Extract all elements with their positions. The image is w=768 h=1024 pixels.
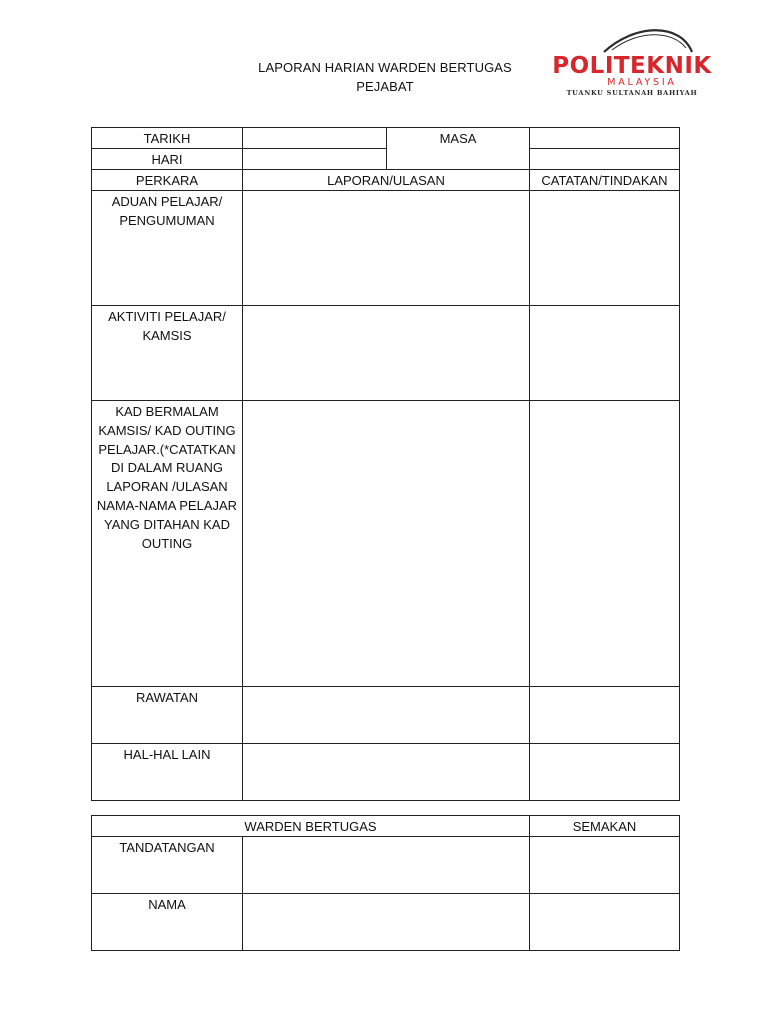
time-field-extra bbox=[530, 149, 680, 170]
logo-campus: TUANKU SULTANAH BAHIYAH bbox=[566, 89, 698, 97]
check-name-field bbox=[530, 894, 680, 951]
date-label: TARIKH bbox=[92, 128, 243, 149]
signature-table bbox=[91, 815, 680, 951]
warden-signature-field bbox=[243, 837, 530, 894]
time-field bbox=[530, 128, 680, 149]
row-label-other-matters: HAL-HAL LAIN bbox=[92, 744, 243, 801]
report-cell-other-matters bbox=[243, 744, 530, 801]
warden-column-header: WARDEN BERTUGAS bbox=[92, 816, 530, 837]
row-label-activities: AKTIVITI PELAJAR/ KAMSIS bbox=[92, 306, 243, 401]
document-subtitle: PEJABAT bbox=[356, 79, 414, 94]
row-label-outing-cards: KAD BERMALAM KAMSIS/ KAD OUTING PELAJAR.(*CATATKAN DI DALAM RUANG LAPORAN /ULASAN NAMA-NAMA PELAJAR YANG DITAHAN KAD OUTING bbox=[92, 401, 243, 687]
report-column-header: LAPORAN/ULASAN bbox=[243, 170, 530, 191]
item-column-header: PERKARA bbox=[92, 170, 243, 191]
time-label: MASA bbox=[387, 128, 530, 170]
day-field bbox=[243, 149, 387, 170]
check-column-header: SEMAKAN bbox=[530, 816, 680, 837]
report-cell-outing-cards bbox=[243, 401, 530, 687]
row-label-treatment: RAWATAN bbox=[92, 687, 243, 744]
warden-name-field bbox=[243, 894, 530, 951]
check-signature-field bbox=[530, 837, 680, 894]
notes-cell-treatment bbox=[530, 687, 680, 744]
logo-country: MALAYSIA bbox=[607, 77, 677, 88]
politeknik-logo bbox=[542, 26, 722, 100]
notes-cell-outing-cards bbox=[530, 401, 680, 687]
report-cell-activities bbox=[243, 306, 530, 401]
notes-cell-complaints bbox=[530, 191, 680, 306]
report-cell-treatment bbox=[243, 687, 530, 744]
row-label-complaints: ADUAN PELAJAR/ PENGUMUMAN bbox=[92, 191, 243, 306]
document-title: LAPORAN HARIAN WARDEN BERTUGAS bbox=[258, 60, 512, 75]
report-cell-complaints bbox=[243, 191, 530, 306]
notes-column-header: CATATAN/TINDAKAN bbox=[530, 170, 680, 191]
name-label: NAMA bbox=[92, 894, 243, 951]
logo-wordmark: POLITEKNIK bbox=[552, 53, 712, 79]
notes-cell-other-matters bbox=[530, 744, 680, 801]
signature-label: TANDATANGAN bbox=[92, 837, 243, 894]
notes-cell-activities bbox=[530, 306, 680, 401]
day-label: HARI bbox=[92, 149, 243, 170]
report-table bbox=[91, 127, 680, 801]
date-field bbox=[243, 128, 387, 149]
